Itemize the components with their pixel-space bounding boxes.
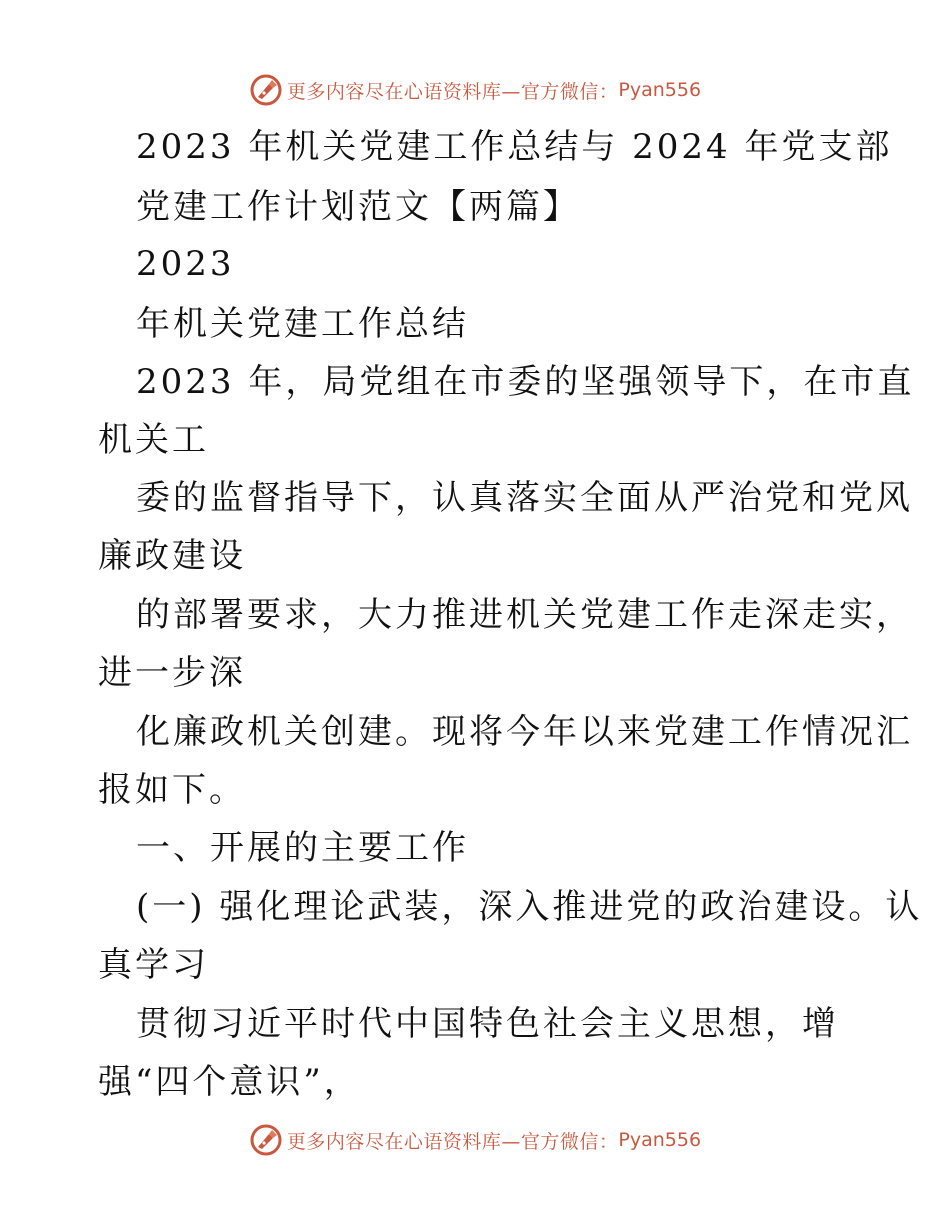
- watermark-text: 更多内容尽在心语资料库—官方微信：: [286, 1130, 619, 1153]
- text-line: 报如下。: [98, 770, 246, 810]
- text-line: (一) 强化理论武装，深入推进党的政治建设。认: [136, 887, 923, 927]
- text-line: 2023 年，局党组在市委的坚强领导下，在市直: [136, 362, 915, 402]
- watermark-text: 更多内容尽在心语资料库—官方微信：: [286, 80, 619, 103]
- text-line: 的部署要求，大力推进机关党建工作走深走实，: [136, 595, 913, 635]
- text-line: 强“四个意识”，: [98, 1062, 361, 1102]
- document-title-line-2: 党建工作计划范文【两篇】: [136, 187, 580, 227]
- text-line: 进一步深: [98, 653, 246, 693]
- pen-nib-circle-icon: [249, 73, 283, 107]
- text-line: 真学习: [98, 945, 209, 985]
- watermark-wechat-id: Pyan556: [618, 1129, 702, 1151]
- text-line: 2023: [136, 244, 235, 284]
- section-heading: 一、开展的主要工作: [136, 828, 469, 868]
- pen-nib-circle-icon: [249, 1123, 283, 1157]
- text-line: 化廉政机关创建。现将今年以来党建工作情况汇: [136, 712, 913, 752]
- text-line: 贯彻习近平时代中国特色社会主义思想，增: [136, 1004, 839, 1044]
- section-heading: 年机关党建工作总结: [136, 304, 469, 344]
- watermark-banner-top: [0, 70, 950, 110]
- text-line: 委的监督指导下，认真落实全面从严治党和党风: [136, 478, 913, 518]
- text-line: 机关工: [98, 420, 209, 460]
- text-line: 廉政建设: [98, 536, 246, 576]
- document-title-line-1: 2023 年机关党建工作总结与 2024 年党支部: [136, 127, 893, 167]
- watermark-banner-bottom: [0, 1120, 950, 1160]
- watermark-wechat-id: Pyan556: [618, 79, 702, 101]
